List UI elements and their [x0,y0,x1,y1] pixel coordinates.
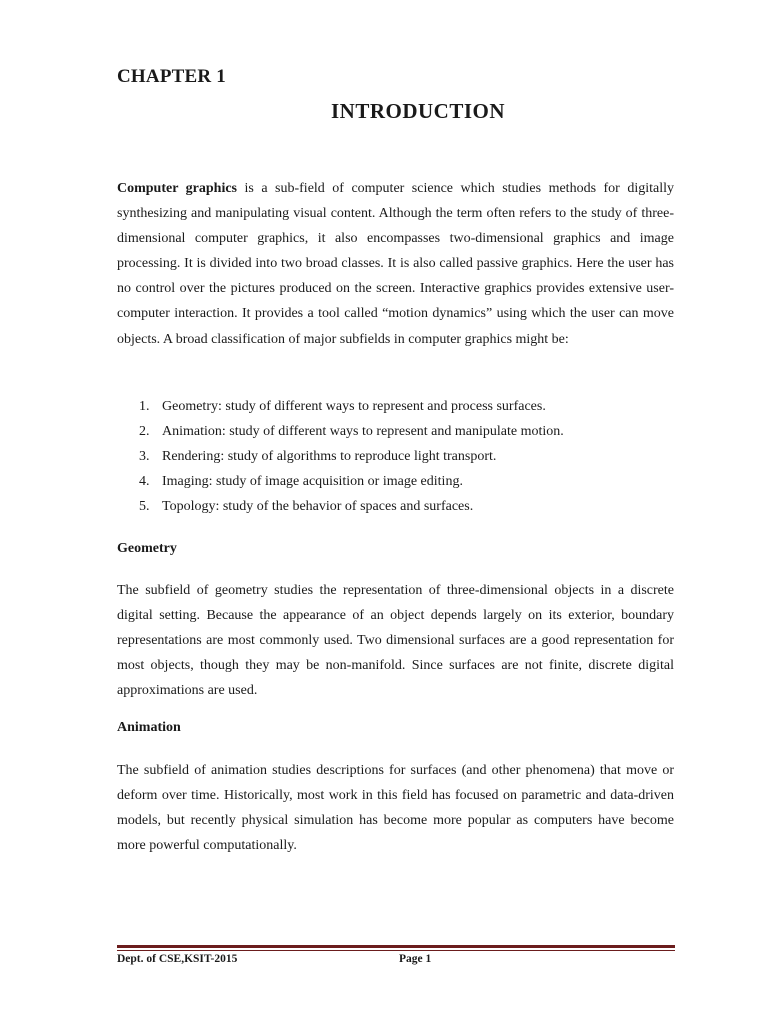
subfields-list [117,394,674,519]
list-item [117,444,674,469]
list-item [117,394,674,419]
list-item [117,494,674,519]
intro-text: is a sub-field of computer science which studies methods for digitally synthesizing and manipulating visual content. Although the term often refers to the study of three-dimensional computer graphics, it also encompasses two-dimensional graphics and image processing. It is divided into two broad classes. It is also called passive graphics. Here the user has no control over the pictures produced on the screen. Interactive graphics provides extensive user-computer interaction. It provides a tool called “motion dynamics” using which the user can move objects. A broad classification of major subfields in computer graphics might be: [117,181,674,347]
list-item-number: 5. [139,499,150,515]
list-item-number: 2. [139,424,150,440]
intro-paragraph [117,176,674,352]
footer-divider-thick [117,945,675,948]
animation-paragraph: The subfield of animation studies descriptions for surfaces (and other phenomena) that move or deform over time. Historically, most work in this field has focused on parametric and data-driven models, but recently physical simulation has become more popular as computers have become more powerful computationally. [117,763,674,854]
footer-department: Dept. of CSE,KSIT-2015 [117,953,238,965]
page-title: INTRODUCTION [330,99,506,123]
list-item-text: Imaging: study of image acquisition or image editing. [162,474,463,490]
list-item-number: 3. [139,449,150,465]
list-item [117,419,674,444]
list-item-text: Animation: study of different ways to represent and manipulate motion. [162,424,564,440]
section-heading-geometry: Geometry [117,541,177,556]
list-item-text: Geometry: study of different ways to represent and process surfaces. [162,399,546,414]
chapter-label: CHAPTER 1 [117,66,226,87]
list-item-text: Topology: study of the behavior of spaces and surfaces. [162,499,474,515]
list-item-text: Rendering: study of algorithms to reproduce light transport. [162,449,497,465]
footer-page-number: Page 1 [399,953,432,965]
list-item-number: 4. [139,474,150,490]
geometry-paragraph: The subfield of geometry studies the representation of three-dimensional objects in a discrete digital setting. Because the appearance of an object depends largely on its exterior, boundary representations are most commonly used. Two dimensional surfaces are a good representation for most objects, though they may be non-manifold. Since surfaces are not finite, discrete digital approximations are used. [117,583,674,699]
section-heading-animation: Animation [117,720,181,735]
list-item-number: 1. [139,399,150,414]
intro-term: Computer graphics [117,181,238,196]
footer-divider-thin [117,950,675,951]
list-item [117,469,674,494]
